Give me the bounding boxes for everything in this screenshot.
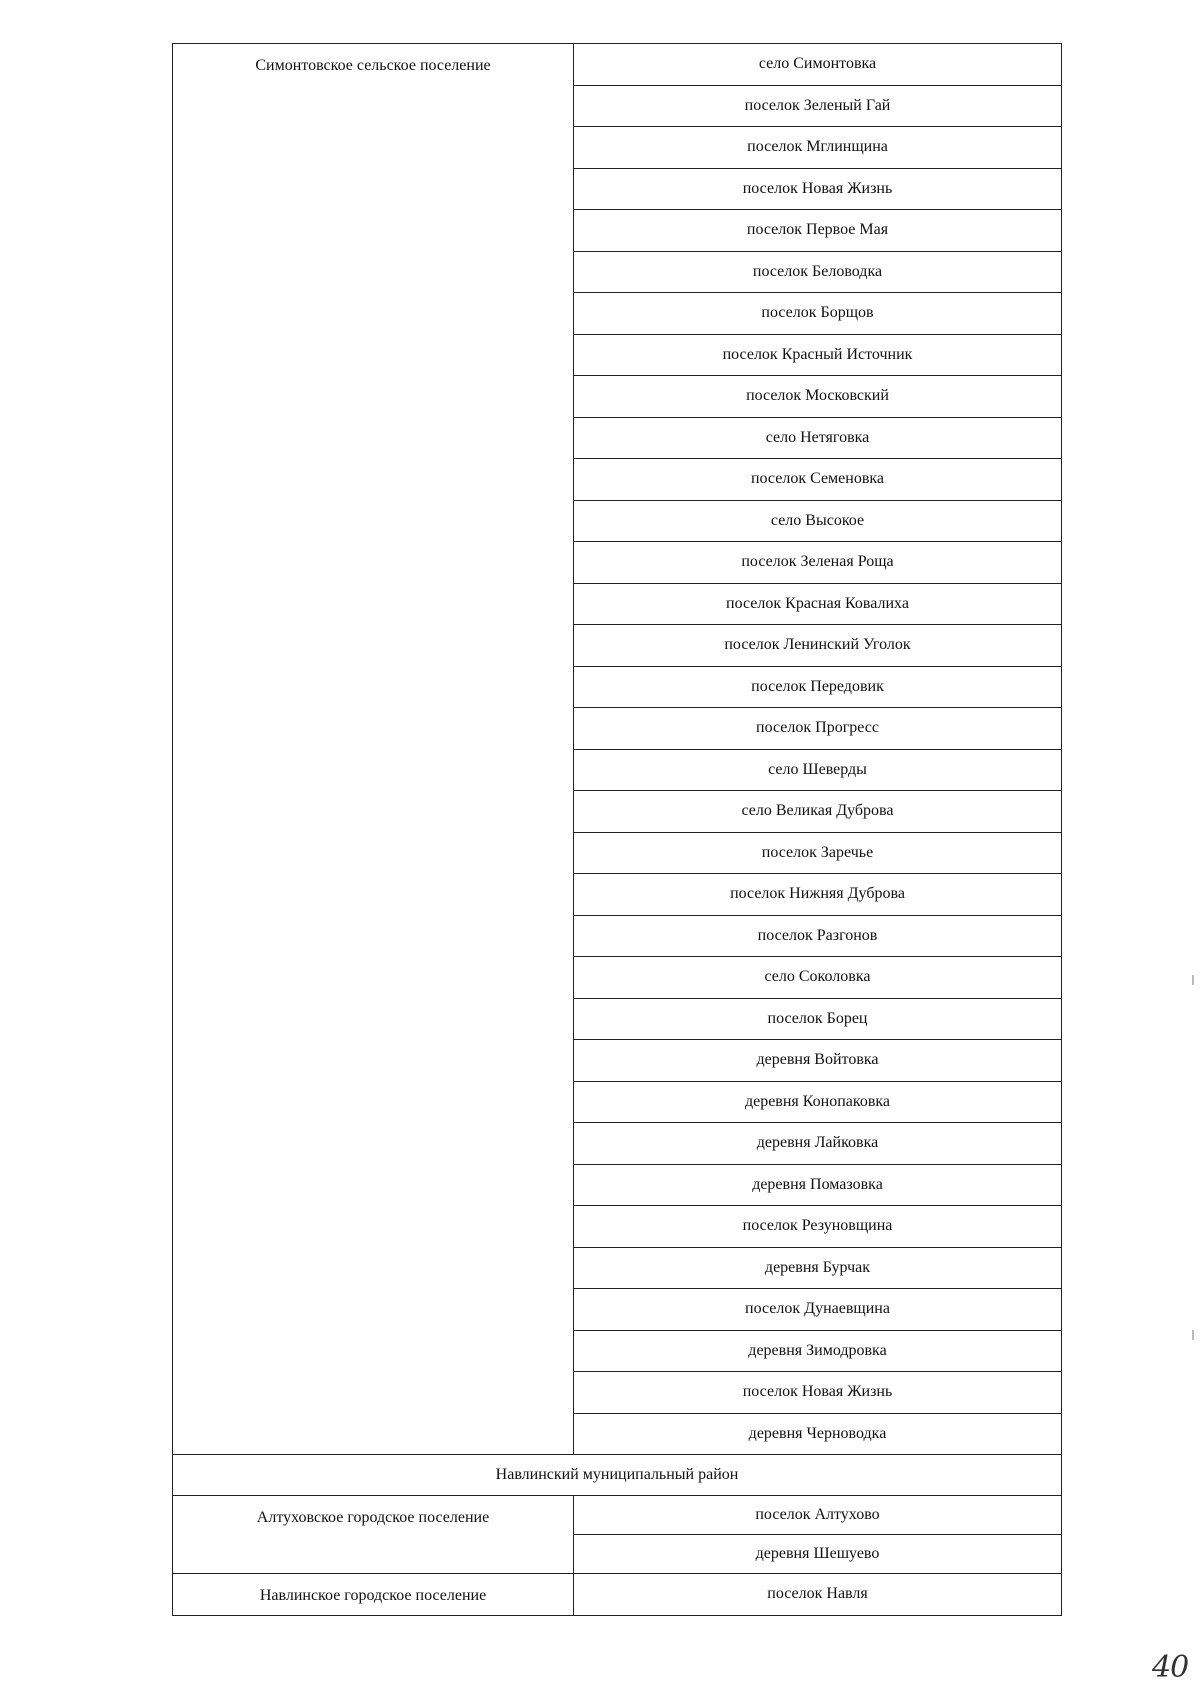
locality-name: поселок Семеновка (574, 459, 1062, 501)
locality-name: поселок Зеленый Гай (574, 85, 1062, 127)
locality-name: поселок Ленинский Уголок (574, 625, 1062, 667)
locality-name: поселок Алтухово (574, 1496, 1062, 1535)
locality-name: поселок Навля (574, 1574, 1062, 1616)
settlement-name: Симонтовское сельское поселение (173, 44, 574, 1455)
locality-name: поселок Зеленая Роща (574, 542, 1062, 584)
locality-name: деревня Бурчак (574, 1247, 1062, 1289)
locality-name: поселок Московский (574, 376, 1062, 418)
locality-name: поселок Красный Источник (574, 334, 1062, 376)
locality-name: деревня Черноводка (574, 1413, 1062, 1455)
locality-name: село Соколовка (574, 957, 1062, 999)
scan-speck (1192, 975, 1194, 985)
table-row (173, 44, 1062, 86)
locality-name: поселок Заречье (574, 832, 1062, 874)
locality-name: поселок Нижняя Дуброва (574, 874, 1062, 916)
locality-name: село Высокое (574, 500, 1062, 542)
locality-name: деревня Войтовка (574, 1040, 1062, 1082)
locality-name: поселок Борщов (574, 293, 1062, 335)
scan-speck (1192, 1330, 1194, 1340)
locality-name: деревня Конопаковка (574, 1081, 1062, 1123)
locality-name: деревня Зимодровка (574, 1330, 1062, 1372)
locality-name: поселок Разгонов (574, 915, 1062, 957)
locality-name: поселок Дунаевщина (574, 1289, 1062, 1331)
table-row (173, 1574, 1062, 1616)
locality-name: село Шеверды (574, 749, 1062, 791)
locality-name: поселок Прогресс (574, 708, 1062, 750)
locality-name: деревня Лайковка (574, 1123, 1062, 1165)
locality-name: деревня Шешуево (574, 1535, 1062, 1574)
locality-name: деревня Помазовка (574, 1164, 1062, 1206)
settlements-table-body (173, 44, 1062, 1616)
locality-name: поселок Новая Жизнь (574, 168, 1062, 210)
settlement-name: Навлинское городское поселение (173, 1574, 574, 1616)
district-header: Навлинский муниципальный район (173, 1455, 1062, 1496)
page-number: 40 (1152, 1650, 1189, 1685)
locality-name: село Великая Дуброва (574, 791, 1062, 833)
locality-name: поселок Мглинщина (574, 127, 1062, 169)
locality-name: поселок Передовик (574, 666, 1062, 708)
locality-name: поселок Новая Жизнь (574, 1372, 1062, 1414)
locality-name: поселок Красная Ковалиха (574, 583, 1062, 625)
locality-name: поселок Резуновщина (574, 1206, 1062, 1248)
locality-name: поселок Первое Мая (574, 210, 1062, 252)
locality-name: поселок Беловодка (574, 251, 1062, 293)
table-row (173, 1496, 1062, 1535)
locality-name: поселок Борец (574, 998, 1062, 1040)
locality-name: село Симонтовка (574, 44, 1062, 86)
locality-name: село Нетяговка (574, 417, 1062, 459)
settlement-name: Алтуховское городское поселение (173, 1496, 574, 1574)
settlements-table (172, 43, 1062, 1616)
district-row (173, 1455, 1062, 1496)
